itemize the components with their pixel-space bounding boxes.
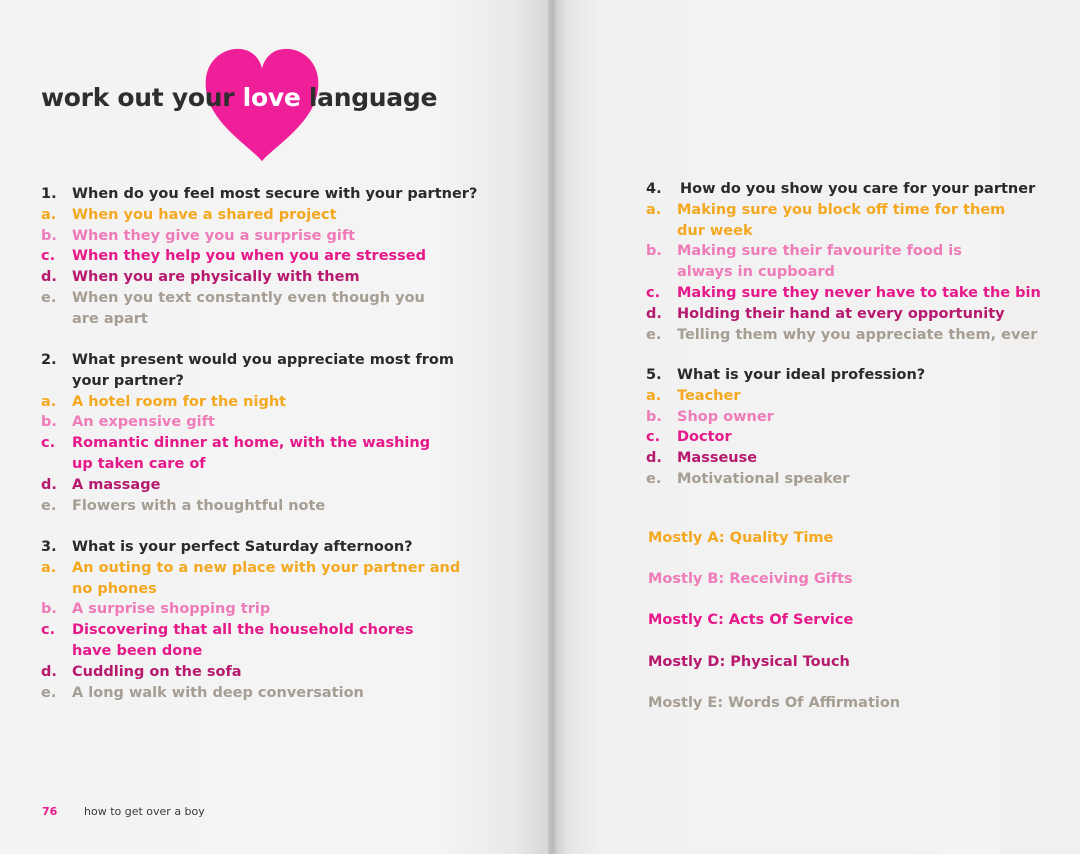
option-b [41,599,481,620]
page-title [41,83,437,112]
option-a [646,200,1080,242]
question-text: When do you feel most secure with your partner? [72,186,478,202]
option-e [646,469,1077,490]
option-letter: a. [646,201,662,218]
option-text: Telling them why you appreciate them, ever [677,326,1038,343]
title-post: language [300,83,438,112]
option-d [41,662,481,683]
option-text: A hotel room for the night [72,393,287,410]
option-text: Discovering that all the household chores have been done [72,622,414,659]
result-mostly-e: Mostly E: Words Of Affirmation [648,695,901,711]
question-number: 3. [41,539,57,555]
option-text: An expensive gift [72,414,215,431]
option-letter: e. [41,684,57,701]
option-b [646,241,1080,283]
question-heading [646,179,1080,200]
title-highlight: love [242,83,301,112]
option-letter: b. [41,227,57,244]
option-text: Masseuse [677,450,758,467]
option-text: Teacher [677,387,741,404]
option-text: Doctor [677,429,732,446]
option-letter: d. [41,476,57,493]
option-text: Cuddling on the sofa [72,663,242,680]
option-letter: a. [41,206,57,223]
result-mostly-a: Mostly A: Quality Time [648,530,834,546]
option-letter: c. [41,248,56,265]
result-mostly-c: Mostly C: Acts Of Service [648,612,854,628]
book-gutter [548,0,556,854]
option-b [41,226,481,247]
option-text: Making sure they never have to take the bin [677,284,1041,301]
option-letter: c. [41,622,56,639]
option-text: When you have a shared project [72,206,337,223]
question-heading [646,365,1077,386]
title-pre: work out your [41,83,243,112]
option-c [646,427,1077,448]
option-c [41,433,481,475]
question-number: 4. [646,181,662,197]
option-letter: c. [646,284,661,301]
question-1 [41,184,481,330]
option-text: Flowers with a thoughtful note [72,497,326,514]
option-e [41,496,481,517]
option-text: When they give you a surprise gift [72,227,356,244]
option-letter: d. [646,450,662,467]
question-text: What is your ideal profession? [677,367,926,383]
result-mostly-d: Mostly D: Physical Touch [648,654,850,670]
option-a [41,205,481,226]
option-letter: b. [41,414,57,431]
option-d [646,448,1077,469]
question-4 [646,179,1080,345]
question-heading [41,537,481,558]
option-a [41,558,481,600]
question-text: What is your perfect Saturday afternoon? [72,539,413,555]
page-number: 76 [42,805,58,818]
option-letter: c. [646,429,661,446]
option-letter: a. [646,387,662,404]
option-letter: d. [646,305,662,322]
option-letter: a. [41,393,57,410]
option-letter: b. [41,601,57,618]
option-a [646,386,1077,407]
option-text: An outing to a new place with your partner and no phones [72,559,461,597]
option-d [41,267,481,288]
question-heading [41,350,481,392]
option-letter: e. [41,497,57,514]
option-b [41,412,481,433]
option-text: A surprise shopping trip [72,601,271,618]
question-text: How do you show you care for your partner [680,181,1036,197]
question-number: 5. [646,367,662,383]
option-text: Making sure their favourite food is always in cupboard [677,243,962,281]
question-heading [41,184,481,205]
question-5 [646,365,1077,490]
option-text: Holding their hand at every opportunity [677,305,1005,322]
option-text: Shop owner [677,408,774,425]
option-e [646,325,1080,346]
option-b [646,407,1077,428]
option-letter: b. [646,408,662,425]
running-footer-title: how to get over a boy [84,805,205,818]
question-number: 2. [41,352,57,368]
option-text: Making sure you block off time for them dur week [677,201,1006,239]
option-text: A massage [72,476,161,493]
option-letter: b. [646,243,662,260]
option-d [646,304,1080,325]
option-letter: c. [41,435,56,452]
option-a [41,392,481,413]
option-letter: d. [41,269,57,286]
result-mostly-b: Mostly B: Receiving Gifts [648,571,853,587]
question-number: 1. [41,186,57,202]
question-text: What present would you appreciate most from your partner? [72,352,454,389]
option-d [41,475,481,496]
option-letter: e. [646,326,662,343]
option-letter: a. [41,559,57,576]
option-letter: e. [646,470,662,487]
option-text: When you text constantly even though you are apart [72,289,425,327]
option-c [41,246,481,267]
right-page-content [556,0,1041,854]
option-letter: e. [41,289,57,306]
option-text: When they help you when you are stressed [72,248,426,265]
option-text: Motivational speaker [677,470,850,487]
option-text: Romantic dinner at home, with the washing up taken care of [72,435,431,472]
option-c [646,283,1080,304]
option-text: A long walk with deep conversation [72,684,364,701]
option-c [41,620,481,662]
option-letter: d. [41,663,57,680]
question-2 [41,350,481,516]
option-e [41,288,481,330]
question-3 [41,537,481,703]
option-text: When you are physically with them [72,269,360,286]
option-e [41,683,481,704]
